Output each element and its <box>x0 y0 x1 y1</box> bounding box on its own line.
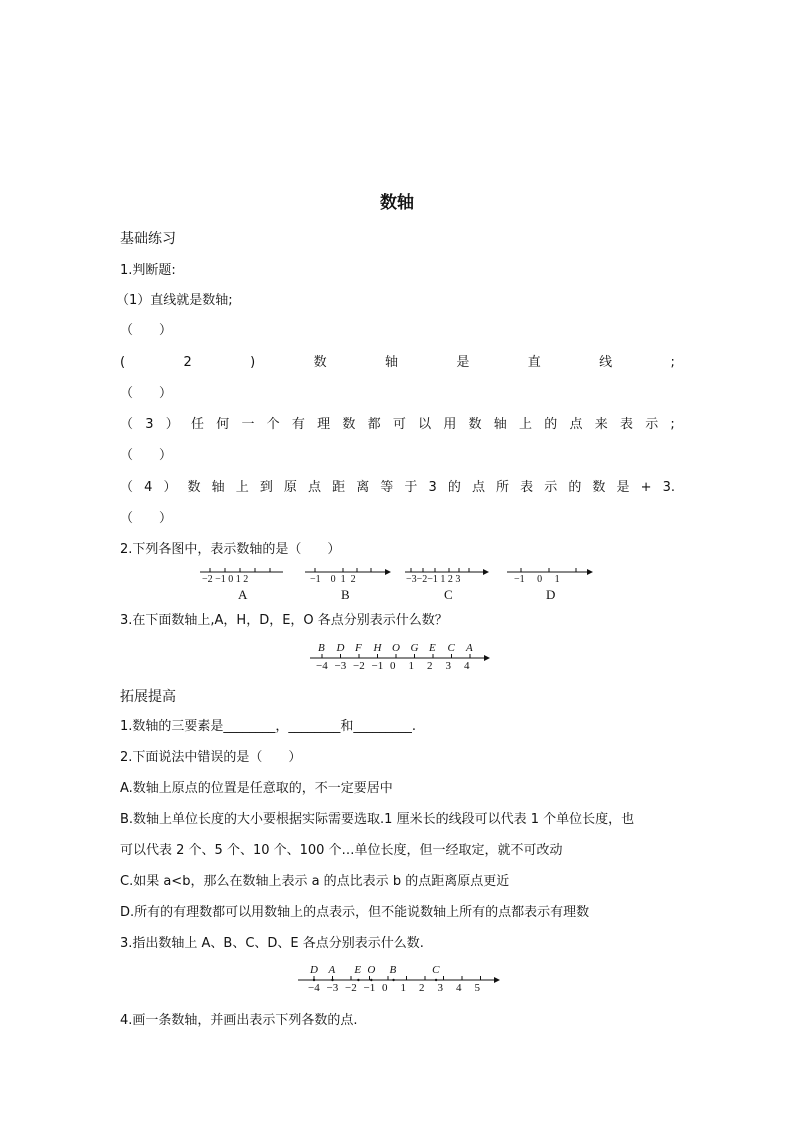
e3-point <box>370 979 372 981</box>
q1-answer-paren-2: （ ） <box>120 386 173 401</box>
e3-stem: 3.指出数轴上 A、B、C、D、E 各点分别表示什么数. <box>120 936 424 951</box>
e2-option-a: A.数轴上原点的位置是任意取的，不一定要居中 <box>120 781 393 796</box>
e3-point <box>392 979 394 981</box>
q1-item3: （ 3 ） 任 何 一 个 有 理 数 都 可 以 用 数 轴 上 的 点 来 表 示 ; <box>120 417 675 432</box>
e3-number-label: 4 <box>456 982 462 994</box>
q2-stem: 2.下列各图中，表示数轴的是（ ） <box>120 542 341 557</box>
e3-number-label: 1 <box>400 982 406 994</box>
option-a-letter: A <box>238 587 248 602</box>
e2-stem: 2.下面说法中错误的是（ ） <box>120 750 302 765</box>
q3-point-label: E <box>429 642 436 654</box>
page-title: 数轴 <box>380 193 414 213</box>
q3-number-label: −2 <box>353 660 365 672</box>
e3-number-label: 0 <box>382 982 388 994</box>
e2-option-c: C.如果 a<b，那么在数轴上表示 a 的点比表示 b 的点距离原点更近 <box>120 874 510 889</box>
e1-question: 1.数轴的三要素是________，________和_________. <box>120 719 417 734</box>
token: ; <box>670 355 675 370</box>
e3-point-label: E <box>354 964 362 976</box>
e2-option-b-line2: 可以代表 2 个、5 个、10 个、100 个…单位长度，但一经取定，就不可改动 <box>120 843 563 858</box>
token: 轴 <box>384 355 398 370</box>
q3-stem: 3.在下面数轴上,A，H，D，E，O 各点分别表示什么数？ <box>120 613 448 628</box>
q1-item1: （1）直线就是数轴; <box>116 293 233 308</box>
q3-point-label: A <box>466 642 473 654</box>
e3-number-label: −1 <box>363 982 376 994</box>
q1-item4: （ 4 ） 数 轴 上 到 原 点 距 离 等 于 3 的 点 所 表 示 的 数 是 + 3. <box>120 480 675 495</box>
q1-item2 <box>120 354 675 372</box>
e3-point <box>357 979 359 981</box>
q3-point-label: G <box>410 642 419 654</box>
section-extend: 拓展提高 <box>120 689 176 705</box>
e3-point-label: B <box>389 964 397 976</box>
option-c-ticks: −3−2−1 1 2 3 <box>406 574 461 585</box>
token: ) <box>250 355 256 370</box>
q1-answer-paren-4: （ ） <box>120 511 173 526</box>
option-c-letter: C <box>444 587 453 602</box>
q3-point-label: C <box>447 642 455 654</box>
option-d-letter: D <box>546 587 556 602</box>
q1-answer-paren-1: （ ） <box>120 323 173 338</box>
q3-number-label: 2 <box>427 660 433 672</box>
e4-question: 4.画一条数轴，并画出表示下列各数的点. <box>120 1013 358 1028</box>
q3-point-label: H <box>373 642 382 654</box>
q1-answer-paren-3: （ ） <box>120 448 173 463</box>
e3-point-label: O <box>367 964 376 976</box>
e3-number-label: 3 <box>437 982 443 994</box>
e3-number-label: −2 <box>345 982 357 994</box>
q3-number-label: 0 <box>390 660 396 672</box>
section-basic: 基础练习 <box>120 231 176 247</box>
e3-point <box>435 979 437 981</box>
q3-number-label: −1 <box>371 660 384 672</box>
q3-number-label: −4 <box>316 660 328 672</box>
q3-number-label: 1 <box>408 660 414 672</box>
e3-point <box>331 979 333 981</box>
token: 线 <box>599 355 613 370</box>
q3-point-label: F <box>355 642 362 654</box>
token: 是 <box>456 355 470 370</box>
e2-option-b-line1: B.数轴上单位长度的大小要根据实际需要选取.1 厘米长的线段可以代表 1 个单位长度，也 <box>120 812 635 827</box>
option-a-ticks: −2 −1 0 1 2 <box>202 574 249 585</box>
option-b-ticks: −1 0 1 2 <box>310 574 356 585</box>
token: 数 <box>313 355 327 370</box>
option-a-line <box>200 568 283 572</box>
e3-number-label: 5 <box>474 982 480 994</box>
option-d-ticks: −1 0 1 <box>514 574 560 585</box>
q3-number-label: 3 <box>445 660 451 672</box>
e2-option-d: D.所有的有理数都可以用数轴上的点表示，但不能说数轴上所有的点都表示有理数 <box>120 905 590 920</box>
e3-point <box>313 979 315 981</box>
e3-point-label: D <box>310 964 318 976</box>
e3-point-label: C <box>432 964 440 976</box>
q1-stem: 1.判断题: <box>120 263 176 278</box>
q3-point-label: D <box>336 642 345 654</box>
q3-number-label: 4 <box>464 660 470 672</box>
token: ( <box>120 355 126 370</box>
q3-point-label: O <box>392 642 400 654</box>
option-b-letter: B <box>341 587 350 602</box>
e3-point-label: A <box>328 964 336 976</box>
q3-point-label: B <box>318 642 325 654</box>
e3-number-label: 2 <box>419 982 425 994</box>
token: 2 <box>183 355 192 370</box>
token: 直 <box>527 355 541 370</box>
q3-number-label: −3 <box>334 660 347 672</box>
e3-number-label: −3 <box>326 982 339 994</box>
e3-number-label: −4 <box>308 982 320 994</box>
